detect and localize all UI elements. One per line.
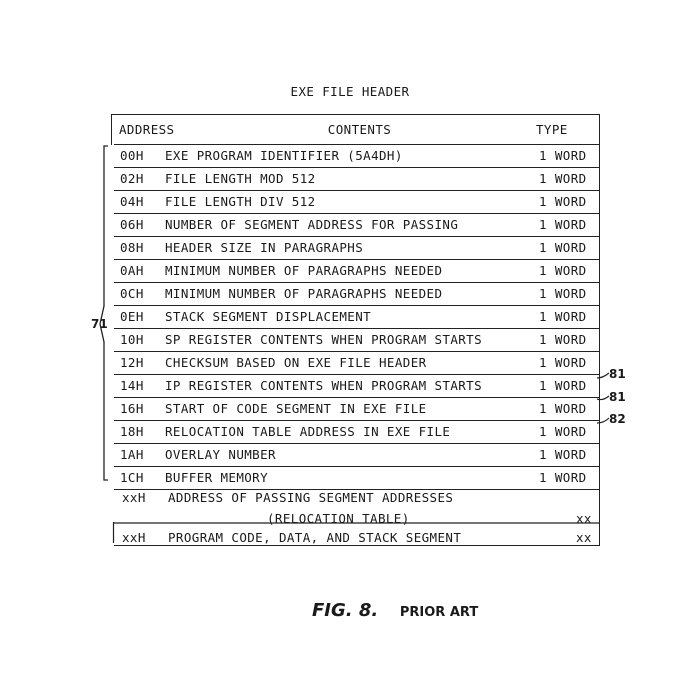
brace-label: 71 bbox=[91, 317, 108, 331]
row-contents: START OF CODE SEGMENT IN EXE FILE bbox=[165, 401, 427, 416]
row-type: 1 WORD bbox=[539, 194, 587, 209]
row-type: xx bbox=[576, 511, 592, 526]
row-address: xxH bbox=[122, 530, 146, 545]
row-address: xxH bbox=[122, 490, 146, 505]
row-contents: RELOCATION TABLE ADDRESS IN EXE FILE bbox=[165, 424, 451, 439]
row-type: 1 WORD bbox=[539, 401, 587, 416]
row-contents: OVERLAY NUMBER bbox=[165, 447, 276, 462]
prior-art-label: PRIOR ART bbox=[399, 605, 479, 620]
figure-number: FIG. 8. bbox=[312, 600, 379, 621]
row-address: 14H bbox=[120, 378, 144, 393]
row-type: 1 WORD bbox=[539, 217, 587, 232]
row-type: 1 WORD bbox=[539, 263, 587, 278]
row-contents-continued: (RELOCATION TABLE) bbox=[267, 511, 410, 526]
row-contents: SP REGISTER CONTENTS WHEN PROGRAM STARTS bbox=[165, 332, 483, 347]
ref-label-82: 82 bbox=[609, 412, 626, 426]
row-contents: STACK SEGMENT DISPLACEMENT bbox=[165, 309, 372, 324]
row-address: 02H bbox=[120, 171, 144, 186]
row-address: 1CH bbox=[120, 470, 144, 485]
row-type: 1 WORD bbox=[539, 171, 587, 186]
row-contents: FILE LENGTH DIV 512 bbox=[165, 194, 316, 209]
row-type: 1 WORD bbox=[539, 286, 587, 301]
row-type: 1 WORD bbox=[539, 378, 587, 393]
header-contents: CONTENTS bbox=[327, 122, 392, 137]
row-address: 06H bbox=[120, 217, 144, 232]
row-type: 1 WORD bbox=[539, 332, 587, 347]
leader-81-b bbox=[597, 396, 609, 400]
row-address: 00H bbox=[120, 148, 144, 163]
row-address: 0EH bbox=[120, 309, 144, 324]
row-type: xx bbox=[576, 530, 592, 545]
row-type: 1 WORD bbox=[539, 309, 587, 324]
row-contents: MINIMUM NUMBER OF PARAGRAPHS NEEDED bbox=[165, 286, 443, 301]
ref-label-81-a: 81 bbox=[609, 367, 626, 381]
row-address: 18H bbox=[120, 424, 144, 439]
brace-71 bbox=[100, 146, 108, 480]
row-address: 10H bbox=[120, 332, 144, 347]
row-address: 0CH bbox=[120, 286, 144, 301]
leader-82 bbox=[597, 418, 609, 423]
row-type: 1 WORD bbox=[539, 240, 587, 255]
row-type: 1 WORD bbox=[539, 447, 587, 462]
row-contents: FILE LENGTH MOD 512 bbox=[165, 171, 316, 186]
row-address: 12H bbox=[120, 355, 144, 370]
row-address: 04H bbox=[120, 194, 144, 209]
row-type: 1 WORD bbox=[539, 424, 587, 439]
row-address: 0AH bbox=[120, 263, 144, 278]
header-address: ADDRESS bbox=[119, 122, 175, 137]
row-contents: IP REGISTER CONTENTS WHEN PROGRAM STARTS bbox=[165, 378, 483, 393]
row-type: 1 WORD bbox=[539, 355, 587, 370]
ref-label-81-b: 81 bbox=[609, 390, 626, 404]
row-contents: NUMBER OF SEGMENT ADDRESS FOR PASSING bbox=[165, 217, 459, 232]
row-contents: ADDRESS OF PASSING SEGMENT ADDRESSES bbox=[168, 490, 454, 505]
row-contents: PROGRAM CODE, DATA, AND STACK SEGMENT bbox=[168, 530, 462, 545]
row-type: 1 WORD bbox=[539, 148, 587, 163]
row-contents: CHECKSUM BASED ON EXE FILE HEADER bbox=[165, 355, 427, 370]
row-contents: BUFFER MEMORY bbox=[165, 470, 269, 485]
row-contents: MINIMUM NUMBER OF PARAGRAPHS NEEDED bbox=[165, 263, 443, 278]
header-type: TYPE bbox=[536, 122, 568, 137]
row-contents: EXE PROGRAM IDENTIFIER (5A4DH) bbox=[165, 148, 403, 163]
row-contents: HEADER SIZE IN PARAGRAPHS bbox=[165, 240, 364, 255]
row-type: 1 WORD bbox=[539, 470, 587, 485]
diagram-title: EXE FILE HEADER bbox=[290, 84, 410, 99]
leader-81-a bbox=[597, 373, 609, 378]
figure-caption bbox=[312, 600, 478, 621]
row-address: 1AH bbox=[120, 447, 144, 462]
row-address: 16H bbox=[120, 401, 144, 416]
row-address: 08H bbox=[120, 240, 144, 255]
